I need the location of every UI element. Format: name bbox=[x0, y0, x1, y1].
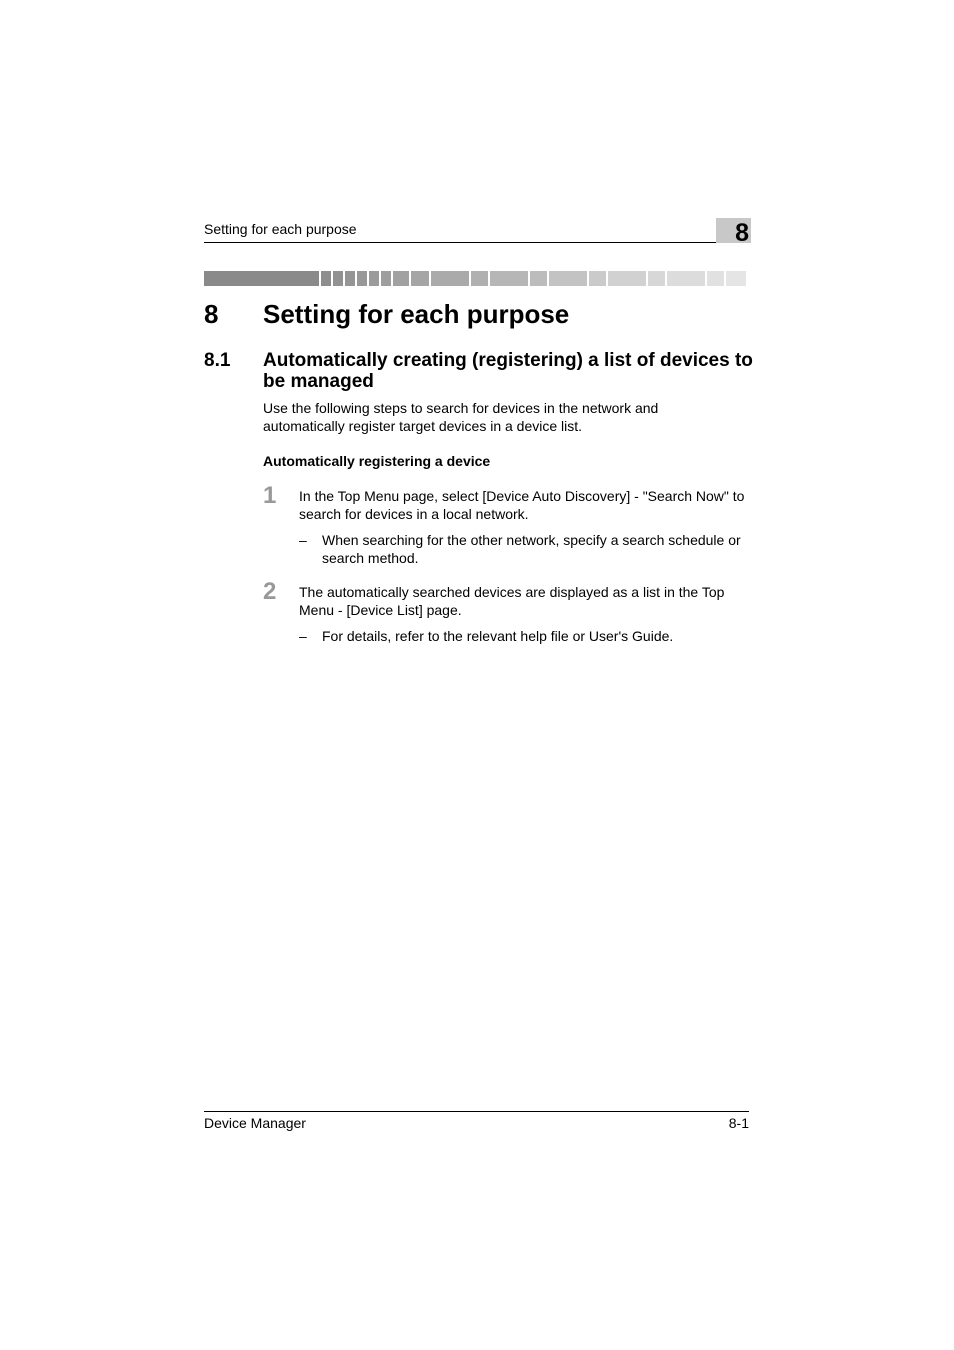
chapter-tab bbox=[716, 218, 751, 247]
bullet-dash: – bbox=[299, 532, 307, 548]
decorative-bar-segment bbox=[589, 271, 606, 286]
step-text: In the Top Menu page, select [Device Auto Discovery] - "Search Now" to search for devices in a local network. bbox=[299, 488, 745, 522]
decorative-bar-segment bbox=[381, 271, 391, 286]
decorative-bar-segment bbox=[726, 271, 746, 286]
decorative-bar-segment bbox=[393, 271, 409, 286]
running-header: Setting for each purpose bbox=[204, 221, 357, 237]
decorative-bar-segment bbox=[345, 271, 355, 286]
step-number: 2 bbox=[263, 578, 277, 605]
section-number: 8.1 bbox=[204, 350, 231, 371]
chapter-tab-number: 8 bbox=[735, 219, 749, 247]
decorative-bar bbox=[204, 271, 749, 286]
page-number: 8-1 bbox=[728, 1115, 749, 1131]
decorative-bar-segment bbox=[357, 271, 367, 286]
step-number: 1 bbox=[263, 482, 277, 509]
decorative-bar-segment bbox=[648, 271, 665, 286]
procedure-heading: Automatically registering a device bbox=[263, 453, 491, 469]
bullet-dash: – bbox=[299, 628, 307, 644]
step-text: The automatically searched devices are displayed as a list in the Top Menu - [Device List] page. bbox=[299, 584, 725, 618]
decorative-bar-segment bbox=[369, 271, 379, 286]
decorative-bar-segment bbox=[471, 271, 488, 286]
decorative-bar-segment bbox=[707, 271, 724, 286]
decorative-bar-segment bbox=[490, 271, 528, 286]
decorative-bar-segment bbox=[333, 271, 343, 286]
decorative-bar-segment bbox=[431, 271, 469, 286]
footer-product-name: Device Manager bbox=[204, 1115, 306, 1131]
decorative-bar-segment bbox=[608, 271, 646, 286]
footer-rule bbox=[204, 1111, 749, 1112]
decorative-bar-segment bbox=[549, 271, 587, 286]
step-note: When searching for the other network, specify a search schedule or search method. bbox=[322, 532, 741, 566]
decorative-bar-segment bbox=[530, 271, 547, 286]
decorative-bar-segment bbox=[321, 271, 331, 286]
decorative-bar-segment bbox=[411, 271, 429, 286]
intro-paragraph: Use the following steps to search for devices in the network and automatically register target devices in a device list. bbox=[263, 400, 659, 434]
chapter-title: Setting for each purpose bbox=[263, 299, 570, 329]
decorative-bar-segment bbox=[667, 271, 705, 286]
decorative-bar-segment bbox=[204, 271, 319, 286]
step-note: For details, refer to the relevant help file or User's Guide. bbox=[322, 628, 674, 644]
header-rule bbox=[204, 242, 749, 243]
section-title: Automatically creating (registering) a list of devices to be managed bbox=[263, 350, 753, 392]
chapter-number: 8 bbox=[204, 299, 219, 329]
